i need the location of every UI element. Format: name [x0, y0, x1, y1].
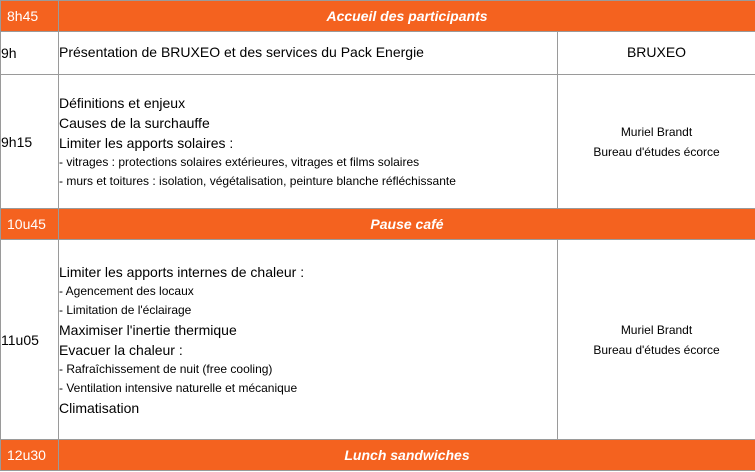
time-cell: 11u05 [1, 240, 59, 440]
topic-cell [59, 240, 558, 440]
agenda-row-internal [1, 240, 755, 440]
agenda-row-break [1, 209, 755, 240]
agenda-row-solar [1, 75, 755, 209]
time-cell: 9h15 [1, 75, 59, 209]
topic-subitem: - Ventilation intensive naturelle et mécanique [59, 380, 298, 395]
topic-subitem: - Agencement des locaux [59, 283, 194, 298]
time-cell: 12u30 [1, 440, 59, 471]
topic-heading: Limiter les apports internes de chaleur : [59, 263, 305, 280]
speaker-org: Bureau d'études écorce [593, 342, 720, 357]
topic-cell [59, 75, 558, 209]
speaker-cell [558, 32, 755, 75]
topic-title: Présentation de BRUXEO et des services du Pack Energie [59, 44, 424, 60]
agenda-row-welcome [1, 1, 755, 32]
topic-heading: Définitions et enjeux [59, 94, 186, 111]
speaker-name: BRUXEO [626, 44, 687, 60]
topic-heading: Climatisation [59, 399, 140, 416]
topic-subitem: - murs et toitures : isolation, végétalisation, peinture blanche réfléchissante [59, 173, 456, 188]
topic-subitem: - Limitation de l'éclairage [59, 302, 192, 317]
agenda-row-lunch [1, 440, 755, 471]
speaker-name: Muriel Brandt [620, 124, 693, 139]
topic-cell [59, 32, 558, 75]
session-label: Lunch sandwiches [59, 440, 755, 471]
session-label: Pause café [59, 209, 755, 240]
topic-heading: Evacuer la chaleur : [59, 341, 183, 358]
speaker-cell [558, 75, 755, 209]
topic-heading: Limiter les apports solaires : [59, 134, 234, 151]
time-cell: 8h45 [1, 1, 59, 32]
time-cell: 10u45 [1, 209, 59, 240]
topic-heading: Causes de la surchauffe [59, 114, 210, 131]
topic-subitem: - vitrages : protections solaires extérieures, vitrages et films solaires [59, 154, 420, 169]
speaker-name: Muriel Brandt [620, 322, 693, 337]
speaker-cell [558, 240, 755, 440]
session-label: Accueil des participants [59, 1, 755, 32]
topic-subitem: - Rafraîchissement de nuit (free cooling) [59, 361, 273, 376]
speaker-org: Bureau d'études écorce [593, 144, 720, 159]
time-cell: 9h [1, 32, 59, 75]
agenda-row-presentation [1, 32, 755, 75]
topic-heading: Maximiser l'inertie thermique [59, 321, 237, 338]
